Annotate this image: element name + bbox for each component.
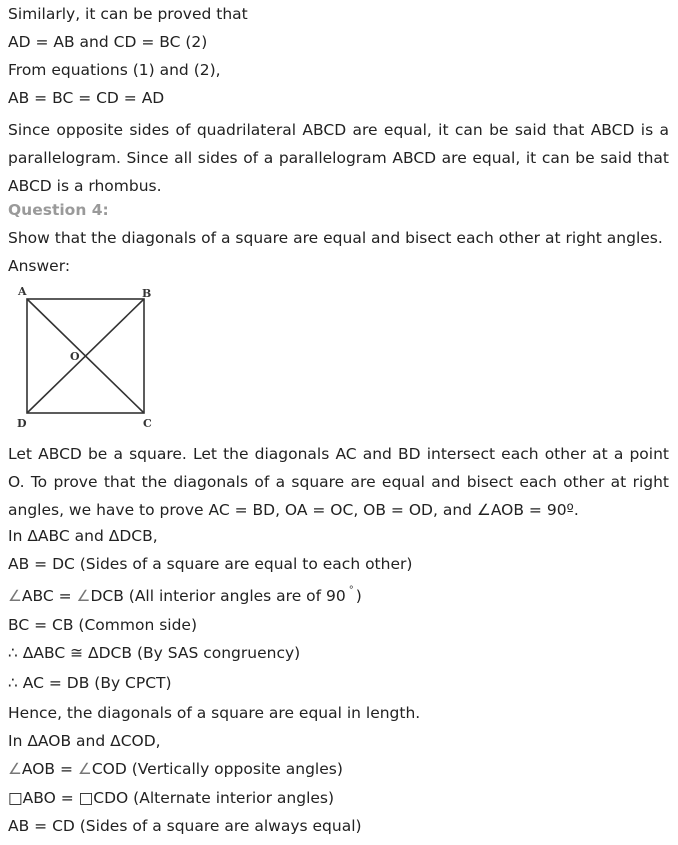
text-line: AD = AB and CD = BC (2)	[8, 33, 208, 51]
text-line: ∴ ΔABC ≅ ΔDCB (By SAS congruency)	[8, 644, 301, 662]
text-segment: ABC =	[21, 587, 77, 605]
angle-symbol: ∠	[8, 587, 22, 605]
answer-label: Answer:	[8, 257, 71, 275]
question-text: Show that the diagonals of a square are equal and bisect each other at right angles.	[8, 229, 663, 247]
question-heading: Question 4:	[8, 201, 109, 219]
degree-symbol: °	[348, 585, 354, 596]
vertex-label-a: A	[18, 285, 27, 298]
square-diagram	[14, 283, 164, 431]
text-segment: )	[355, 587, 362, 605]
text-line: In ΔAOB and ΔCOD,	[8, 732, 161, 750]
vertex-label-d: D	[17, 417, 27, 430]
text-line: In ΔABC and ΔDCB,	[8, 527, 158, 545]
text-line-angles	[8, 759, 343, 779]
text-segment: DCB (All interior angles are of 90	[90, 587, 346, 605]
angle-symbol: ∠	[76, 587, 91, 605]
text-line: From equations (1) and (2),	[8, 61, 221, 79]
angle-symbol: ∠	[77, 760, 92, 778]
text-line: ∴ AC = DB (By CPCT)	[8, 674, 172, 692]
vertex-label-b: B	[142, 287, 152, 300]
text-line: AB = CD (Sides of a square are always equal)	[8, 817, 362, 835]
text-segment: AOB =	[21, 760, 78, 778]
paragraph-rhombus-conclusion: Since opposite sides of quadrilateral ABCD are equal, it can be said that ABCD is a parallelogram. Since all sides of a parallelogram ABCD are equal, it can be said that ABCD is a rhombus.	[8, 121, 669, 195]
text-line: BC = CB (Common side)	[8, 616, 197, 634]
intersection-label-o: O	[70, 350, 80, 363]
angle-symbol: ∠	[8, 760, 22, 778]
text-line: Hence, the diagonals of a square are equal in length.	[8, 704, 421, 722]
text-line: Similarly, it can be proved that	[8, 5, 248, 23]
text-segment: COD (Vertically opposite angles)	[91, 760, 343, 778]
text-line: AB = BC = CD = AD	[8, 89, 165, 107]
text-line: □ABO = □CDO (Alternate interior angles)	[8, 789, 335, 807]
text-line-angles	[8, 586, 362, 609]
vertex-label-c: C	[143, 417, 152, 430]
paragraph-proof-setup: Let ABCD be a square. Let the diagonals AC and BD intersect each other at a point O. To prove that the diagonals of a square are equal and bisect each other at right angles, we have to prove AC = BD, OA = OC, OB = OD, and ∠AOB = 90º.	[8, 445, 669, 519]
text-line: AB = DC (Sides of a square are equal to each other)	[8, 555, 413, 573]
